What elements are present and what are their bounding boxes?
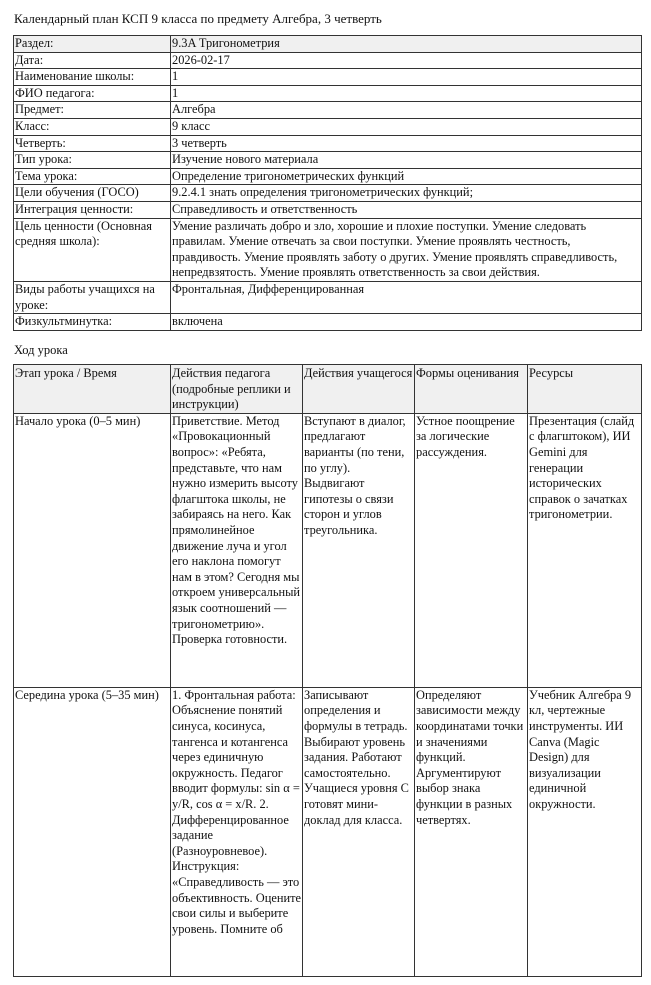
info-value: Алгебра: [171, 102, 642, 119]
info-row: [14, 135, 642, 152]
info-value: 1: [171, 85, 642, 102]
student-actions-cell: Вступают в диалог, предлагают варианты (по тени, по углу). Выдвигают гипотезы о связи сторон и углов треугольника.: [303, 413, 415, 687]
info-row: [14, 185, 642, 202]
lesson-flow-title: Ход урока: [14, 343, 68, 357]
info-label: Цель ценности (Основная средняя школа):: [14, 218, 171, 281]
info-value: 1: [171, 69, 642, 86]
info-label: Наименование школы:: [14, 69, 171, 86]
info-row: [14, 52, 642, 69]
info-label: ФИО педагога:: [14, 85, 171, 102]
info-row: [14, 314, 642, 331]
stage-cell: [14, 687, 171, 976]
info-value: 9.2.4.1 знать определения тригонометрических функций;: [171, 185, 642, 202]
document-title: Календарный план КСП 9 класса по предмету Алгебра, 3 четверть: [14, 11, 382, 26]
lesson-flow-header-row: [14, 365, 642, 414]
info-row: [14, 201, 642, 218]
info-row: [14, 168, 642, 185]
info-label: Тема урока:: [14, 168, 171, 185]
info-label: Раздел:: [14, 36, 171, 53]
assessment-cell: Устное поощрение за логические рассуждения.: [415, 413, 528, 687]
info-row: [14, 218, 642, 281]
info-label: Виды работы учащихся на уроке:: [14, 281, 171, 313]
student-actions-cell: [303, 687, 415, 976]
info-value: Справедливость и ответственность: [171, 201, 642, 218]
info-row: [14, 281, 642, 313]
info-value: 2026-02-17: [171, 52, 642, 69]
info-label: Предмет:: [14, 102, 171, 119]
info-row: [14, 36, 642, 53]
header-stage: Этап урока / Время: [14, 365, 171, 414]
lesson-flow-table: [13, 364, 642, 977]
stage-text: Середина урока (5–35 мин): [15, 687, 159, 702]
teacher-actions-text: 1. Фронтальная работа: Объяснение понятий синуса, косинуса, тангенса и котангенса через единичную окружность. Педагог вводит формулы: sin α = y/R, cos α = x/R. 2. Дифференцированное задание (Разноуровневое). Инструкция: «Справедливость — это объективность. Оцените свои силы и выберите уровень. Помните об: [172, 687, 301, 936]
info-value: 9.3A Тригонометрия: [171, 36, 642, 53]
info-value: Определение тригонометрических функций: [171, 168, 642, 185]
info-label: Интеграция ценности:: [14, 201, 171, 218]
info-label: Четверть:: [14, 135, 171, 152]
info-row: [14, 102, 642, 119]
stage-cell: Начало урока (0–5 мин): [14, 413, 171, 687]
resources-cell: Презентация (слайд с флагштоком), ИИ Gemini для генерации исторических справок о зачатках тригонометрии.: [528, 413, 642, 687]
assessment-text: Определяют зависимости между координатами точки и значениями функций. Аргументируют выбор знака функции в разных четвертях.: [416, 687, 524, 827]
assessment-cell: [415, 687, 528, 976]
resources-text: Учебник Алгебра 9 кл, чертежные инструменты. ИИ Canva (Magic Design) для визуализации единичной окружности.: [529, 687, 632, 811]
info-label: Класс:: [14, 118, 171, 135]
header-teacher: Действия педагога (подробные реплики и инструкции): [171, 365, 303, 414]
info-row: [14, 85, 642, 102]
teacher-actions-cell: Приветствие. Метод «Провокационный вопрос»: «Ребята, представьте, что нам нужно измерить высоту флагштока школы, не забираясь на него. Как прямолинейное движение луча и угол его наклона помогут нам в этом? Сегодня мы откроем универсальный язык соотношений — тригонометрию». Проверка готовности.: [171, 413, 303, 687]
info-value: Умение различать добро и зло, хорошие и плохие поступки. Умение следовать правилам. Умение отвечать за свои поступки. Умение проявлять честность, правдивость. Умение проявлять заботу о других. Умение проявлять справедливость, непредвзятость. Умение проявлять ответственность за свои действия.: [171, 218, 642, 281]
info-label: Цели обучения (ГОСО): [14, 185, 171, 202]
info-label: Тип урока:: [14, 152, 171, 169]
header-resources: Ресурсы: [528, 365, 642, 414]
info-label: Физкультминутка:: [14, 314, 171, 331]
lesson-info-table: [13, 35, 642, 331]
info-row: [14, 118, 642, 135]
info-value: Изучение нового материала: [171, 152, 642, 169]
info-row: [14, 69, 642, 86]
student-actions-text: Записывают определения и формулы в тетрадь. Выбирают уровень задания. Работают самостоятельно. Учащиеся уровня С готовят мини-доклад для класса.: [304, 687, 409, 827]
teacher-actions-cell: [171, 687, 303, 976]
info-value: Фронтальная, Дифференцированная: [171, 281, 642, 313]
info-value: 9 класс: [171, 118, 642, 135]
lesson-stage-row: [14, 687, 642, 976]
header-assessment: Формы оценивания: [415, 365, 528, 414]
resources-cell: [528, 687, 642, 976]
info-value: включена: [171, 314, 642, 331]
info-row: [14, 152, 642, 169]
info-label: Дата:: [14, 52, 171, 69]
info-value: 3 четверть: [171, 135, 642, 152]
lesson-stage-row: [14, 413, 642, 687]
header-students: Действия учащегося: [303, 365, 415, 414]
